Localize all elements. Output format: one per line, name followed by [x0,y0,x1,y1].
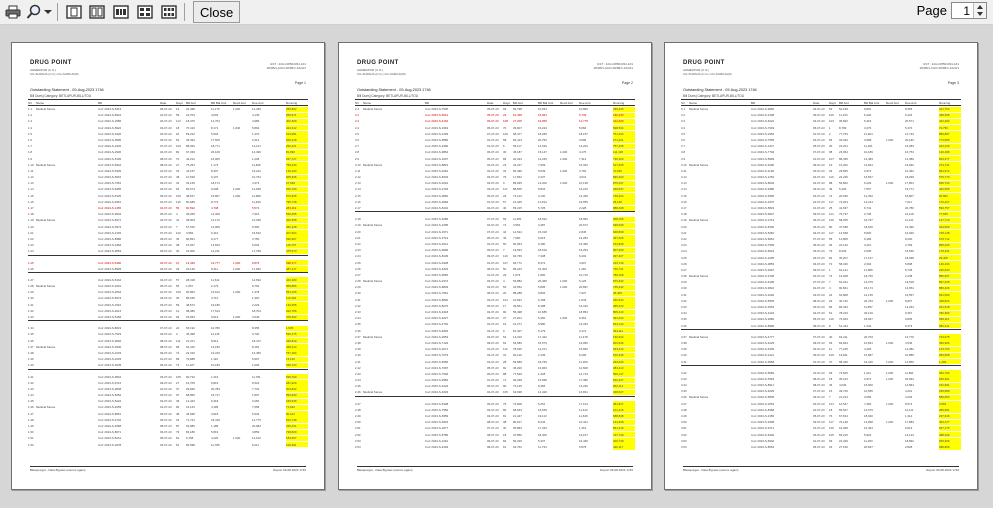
table-row: 2.13 Curr 2023-S-3242 04-07-23 0 89,935 12,202 1,000 10,138 876,237 [355,180,635,186]
column-header: Srl [355,100,359,105]
table-row: 3.11 Curr 2023-S-1138 02-07-23 33 29,835 2,972 10,462 891,972 [681,168,961,174]
table-row: 2.20 Curr 2023-S-1571 07-07-23 44 12,524 15,318 2,845 848,839 [355,229,635,235]
table-row: 2.28 Medical Stores Curr 2023-S-2374 03-07-23 4 53,882 20,465 1,000 5,126 873,342 [355,278,635,284]
table-row: 2.39 Curr 2023-S-3271 01-07-23 110 78,916 12,271 19,690 523,412 [355,346,635,352]
table-row: 2.15 Curr 2023-S-3860 06-07-23 29 74,142 3,130 14,449 749,404 [355,193,635,199]
table-row: 1.23 Curr 2023-S-3484 04-07-23 38 15,927 13,810 6,626 119,737 [28,242,308,248]
table-row: 1.14 Curr 2023-S-4955 04-07-23 64 82,574 9,208 1,000 14,548 816,709 [28,186,308,192]
table-row: 3.49 Curr 2023-S-3150 05-07-23 76 67,814 18,940 1,314 237,646 [681,413,961,419]
table-row: 2.31 Curr 2023-S-5800 03-07-23 101 10,691 6,158 1,843 332,543 [355,297,635,303]
table-row: 3.48 Curr 2023-S-8368 01-07-23 18 65,547 14,679 10,111 286,981 [681,407,961,413]
table-row: 3.5 Curr 2023-S-2452 01-07-23 2 77,733 11,904 14,743 889,887 [681,131,961,137]
table-row: 1.43 Curr 2023-S-9548 01-07-23 37 29,845 20,783 7,732 503,832 [28,386,308,392]
table-row: 1.36 Curr 2023-S-9692 08-07-23 111 21,371 8,914 18,472 346,810 [28,338,308,344]
table-row: 2.53 Curr 2023-S-1261 06-07-23 82 56,326 5,337 16,439 400,749 [355,438,635,444]
table-row: 2.17 Curr 2023-S-8144 02-07-23 40 65,215 5,725 2,228 888,438 [355,205,635,211]
table-row: 3.18 Curr 2023-S-9937 09-07-23 114 76,737 2,736 10,118 77,655 [681,211,961,217]
table-row: 1.19 Medical Stores Curr 2023-S-8471 02-07-23 41 38,903 12,176 10,325 362,558 [28,217,308,223]
table-row: 1.6 Curr 2023-S-9595 03-07-23 52 45,494 17,505 6,312 669,218 [28,137,308,143]
report-contact: CG-SURGJA (C.G.) CG-SURGJA(5) [30,72,79,76]
table-row: 2.30 Curr 2023-S-7991 08-07-23 20 88,288 9,892 7,937 45,409 [355,290,635,296]
table-row: 3.8 Curr 2023-S-7794 07-07-23 98 23,934 10,189 16,753 140,180 [681,149,961,155]
dropdown-arrow-icon[interactable] [43,3,53,21]
column-header: Due Amt [579,100,591,105]
table-row: 2.43 Curr 2023-S-7506 09-07-23 88 77,529 1,428 14,713 569,147 [355,371,635,377]
report-title: Outstanding Statement - 09-Aug-2023 1746 [357,88,431,92]
table-row: 1.3 Curr 2023-S-2086 04-07-23 114 18,476 12,704 4,986 402,309 [28,118,308,124]
column-header: Bill [751,100,756,105]
report-filter: Bill Dues] Category: BETLAPUR-BILL/TOU [357,94,419,98]
column-header: Bill Bal Amt [211,100,227,105]
column-header: Date [813,100,820,105]
footer-left: Bikaspurget - Data Bypass (source again) [683,468,739,472]
table-row: 3.25 Curr 2023-S-3405 06-07-23 84 30,207 17,167 18,938 29,405 [681,255,961,261]
table-row: 1.16 Curr 2023-S-4961 01-07-23 116 50,686 8,774 11,499 795,748 [28,199,308,205]
report-dl: 28/3B/1-1023 28/3B/1-1023/1 [593,66,633,70]
table-row: 3.15 Curr 2023-S-2595 04-07-23 72 20,636 12,352 18,807 26,862 [681,193,961,199]
table-row: 1.46 Medical Stores Curr 2023-S-4059 01-07-23 82 16,163 4,185 7,558 71,642 [28,404,308,410]
table-row: 2.3 Curr 2023-S-4154 09-07-23 108 27,205 19,959 12,778 412,400 [355,118,635,124]
table-row: 1.44 Curr 2023-S-6052 03-07-23 97 68,850 15,717 1,807 893,203 [28,392,308,398]
column-header: Recd Amt [560,100,574,105]
report-contact: CG-SURGJA (C.G.) CG-SURGJA(5) [683,72,732,76]
report-page [664,42,978,490]
table-row: 1.29 Curr 2023-S-2504 01-07-23 100 90,862 16,612 1,000 1,378 554,156 [28,289,308,295]
report-gst: GST : 22AJ-08504334-1Z1 [597,62,633,66]
column-header: Bill [98,100,103,105]
table-row: 2.52 Curr 2023-S-8785 08-07-23 18 37,856 18,406 19,167 747,749 [355,432,635,438]
table-row: 1.5 Curr 2023-S-6426 04-07-23 91 59,222 5,504 1,470 613,681 [28,131,308,137]
column-header: Recd Amt [233,100,247,105]
footer-right: Report 09-08-2023 1746 [600,468,633,472]
table-row: 1.40 Curr 2023-S-3039 06-07-23 73 11,327 10,183 1,606 636,723 [28,362,308,368]
table-row: 2.11 Curr 2023-S-3291 02-07-23 33 82,496 5,639 1,000 3,792 70,536 [355,168,635,174]
table-row: 1.41 Curr 2023-S-9542 03-07-23 105 60,733 1,216 11,781 525,793 [28,374,308,380]
table-row: 1.21 Curr 2023-S-2145 07-07-23 102 3,582 6,410 15,542 207,664 [28,230,308,236]
table-row: 3.20 Curr 2023-S-8166 04-07-23 80 47,538 18,626 15,490 444,650 [681,224,961,230]
table-row: 3.41 Curr 2023-S-3568 01-07-23 70 58,445 16,416 1,000 12,855 1,499 [681,359,961,365]
table-row: 3.17 Curr 2023-S-5823 01-07-23 25 41,637 6,741 20,780 593,757 [681,205,961,211]
table-row: 3.10 Medical Stores Curr 2023-S-1690 09-07-23 19 10,202 12,844 19,692 274,741 [681,162,961,168]
table-row: 2.38 Curr 2023-S-7129 09-07-23 64 52,580 15,573 19,950 604,545 [355,340,635,346]
table-row: 3.35 Curr 2023-S-1882 05-07-23 119 76,943 18,947 9,836 599,114 [681,316,961,322]
table-row: 3.12 Curr 2023-S-1252 04-07-23 110 24,236 16,567 18,299 575,770 [681,174,961,180]
report-address: AHMEDPUR (C.G.) [683,68,710,72]
report-page-number: Page 3 [947,81,959,85]
table-row: 2.36 Curr 2023-S-4845 03-07-23 0 81,407 5,179 2,472 364,111 [355,328,635,334]
table-row: 3.32 Curr 2023-S-5539 08-07-23 23 40,742 20,763 1,000 8,827 448,820 [681,298,961,304]
preview-area[interactable] [0,25,993,508]
column-header: Name [36,100,45,105]
table-row: 3.14 Curr 2023-S-9480 03-07-23 49 5,436 7,557 19,771 442,565 [681,186,961,192]
table-row: 1.25 Curr 2023-S-6490 04-07-23 10 13,439 19,777 1,000 9,876 398,177 [28,260,308,266]
table-row: 3.51 Curr 2023-S-9711 01-07-23 100 61,948 10,464 9,619 637,175 [681,425,961,431]
table-row: 2.5 Curr 2023-S-4439 07-07-23 106 68,477 18,255 18,157 751,334 [355,131,635,137]
table-row: 1.1 Medical Stores Curr 2023-S-5413 06-07-23 13 22,498 11,170 1,000 12,469 256,802 [28,106,308,112]
table-row: 3.39 Curr 2023-S-4339 02-07-23 11 77,245 4,426 12,382 133,703 [681,346,961,352]
table-row: 2.45 Curr 2023-S-9123 06-07-23 90 72,135 8,456 14,226 842,114 [355,383,635,389]
zoom-icon[interactable] [25,3,43,21]
report-title: Outstanding Statement - 09-Aug-2023 1746 [683,88,757,92]
report-filter: Bill Dues] Category: BETLAPUR-BILL/TOU [30,94,92,98]
table-row: 1.24 Curr 2023-S-9653 06-07-23 40 31,600 12,211 17,768 475,573 [28,248,308,254]
table-row: 3.28 Medical Stores Curr 2023-S-3748 02-07-23 73 16,208 18,750 2,448 880,697 [681,273,961,279]
table-row: 1.7 Curr 2023-S-3432 07-07-23 103 88,933 18,771 12,121 292,421 [28,143,308,149]
table-row: 1.52 Curr 2023-S-2078 03-07-23 51 82,598 11,786 6,211 106,261 [28,442,308,448]
column-header: Running [613,100,625,105]
table-row: 3.21 Curr 2023-S-5281 03-07-23 117 12,538 5,820 16,926 728,148 [681,230,961,236]
table-row: 3.45 Curr 2023-S-4025 07-07-23 15 39,746 10,595 4,201 535,589 [681,388,961,394]
table-row: 3.7 Curr 2023-S-1347 05-07-23 30 24,201 11,261 16,283 323,449 [681,143,961,149]
report-contact: CG-SURGJA (C.G.) CG-SURGJA(5) [357,72,406,76]
table-row: 3.19 Medical Stores Curr 2023-S-2719 06-07-23 106 58,205 15,797 11,121 127,719 [681,217,961,223]
table-row: 2.49 Curr 2023-S-8359 02-07-23 81 21,447 19,113 11,649 688,848 [355,413,635,419]
table-row: 2.40 Curr 2023-S-7079 03-07-23 31 60,120 2,135 6,296 510,246 [355,352,635,358]
column-header: Running [939,100,951,105]
column-header: Srl [28,100,32,105]
table-row: 1.12 Curr 2023-S-6615 01-07-23 48 10,529 9,107 10,764 305,936 [28,174,308,180]
table-row: 3.22 Curr 2023-S-9061 07-07-23 55 14,805 9,182 8,230 678,712 [681,236,961,242]
table-row: 2.16 Curr 2023-S-3669 01-07-23 57 16,445 11,494 19,555 35,138 [355,199,635,205]
table-row: 2.22 Curr 2023-S-4521 04-07-23 50 50,364 9,180 15,490 154,839 [355,241,635,247]
table-row: 3.30 Curr 2023-S-9310 02-07-23 4 90,841 15,174 14,654 880,426 [681,285,961,291]
table-row: 1.10 Medical Stores Curr 2023-S-6942 08-07-23 27 75,251 1,173 11,846 759,230 [28,162,308,168]
table-row: 1.2 Curr 2023-S-6916 01-07-23 59 22,704 4,603 4,145 846,971 [28,112,308,118]
report-page-number: Page 2 [621,81,633,85]
report-filter: Bill Dues] Category: BETLAPUR-BILL/TOU [683,94,745,98]
table-row: 1.37 Medical Stores Curr 2023-S-2530 08-07-23 68 54,410 13,182 8,181 468,314 [28,344,308,350]
table-row: 1.30 Curr 2023-S-6673 04-07-23 35 86,635 3,712 1,320 110,392 [28,295,308,301]
table-row: 1.45 Curr 2023-S-5222 04-07-23 45 14,423 6,318 3,250 249,539 [28,398,308,404]
table-row: 2.37 Medical Stores Curr 2023-S-3653 03-07-23 54 14,310 17,442 11,478 150,944 [355,334,635,340]
report-gst: GST : 22AJ-08504334-1Z1 [270,62,306,66]
column-header: Name [689,100,698,105]
table-row: 3.47 Curr 2023-S-2254 02-07-23 101 10,547 7,484 1,000 8,574 3,584 [681,401,961,407]
report-company-name: DRUG POINT [30,60,72,66]
table-row: 1.42 Curr 2023-S-9712 09-07-23 27 16,705 6,816 8,324 281,929 [28,380,308,386]
column-header: Bill Bal Amt [538,100,554,105]
table-row: 1.50 Curr 2023-S-8071 03-07-23 79 83,186 5,819 3,859 728,820 [28,429,308,435]
table-row: 2.4 Curr 2023-S-1963 05-07-23 70 39,607 15,224 5,684 698,534 [355,125,635,131]
table-row: 2.25 Curr 2023-S-4948 01-07-23 107 66,772 8,472 4,907 213,740 [355,260,635,266]
report-page-footer [683,466,959,472]
report-company-name: DRUG POINT [357,60,399,66]
table-row: 2.47 Curr 2023-S-5408 06-07-23 75 73,608 5,251 17,104 481,847 [355,401,635,407]
report-rows [681,106,961,450]
footer-left: Bikaspurget - Data Bypass (source again) [30,468,86,472]
table-row: 3.2 Curr 2023-S-3108 09-07-23 106 11,233 6,420 6,434 438,395 [681,112,961,118]
single-page-icon[interactable] [64,3,84,21]
report-gst: GST : 22AJ-08504334-1Z1 [923,62,959,66]
footer-right: Report 09-08-2023 1746 [926,468,959,472]
table-row: 2.6 Curr 2023-S-8580 04-07-23 58 84,414 20,752 3,696 271,401 [355,137,635,143]
table-row: 1.34 Curr 2023-S-8019 07-07-23 24 66,192 10,780 8,355 1,505 [28,325,308,331]
table-row: 1.28 Medical Stores Curr 2023-S-1001 05-07-23 55 1,657 2,179 9,702 865,886 [28,283,308,289]
table-row: 2.7 Curr 2023-S-2390 01-07-23 6 56,117 14,516 14,202 757,435 [355,143,635,149]
column-header: Srl [681,100,685,105]
report-page-footer [357,466,633,472]
table-row: 1.48 Curr 2023-S-6732 06-07-23 23 71,741 18,418 12,775 816,748 [28,417,308,423]
table-row: 2.51 Curr 2023-S-2977 07-07-23 30 35,853 17,342 1,361 861,416 [355,425,635,431]
report-page [11,42,325,490]
table-row: 2.21 Curr 2023-S-3713 05-07-23 49 7,560 6,615 16,284 467,406 [355,235,635,241]
report-rows [28,106,308,448]
table-row: 3.6 Curr 2023-S-7565 04-07-23 65 32,334 3,998 1,000 20,180 773,585 [681,137,961,143]
table-row: 3.1 Medical Stores Curr 2023-S-9660 04-07-23 52 52,199 9,891 8,365 421,763 [681,106,961,112]
table-row: 3.44 Curr 2023-S-8911 08-07-23 46 4,646 15,600 14,864 152,691 [681,382,961,388]
table-row: 2.12 Curr 2023-S-8433 03-07-23 79 17,832 2,337 4,531 890,403 [355,174,635,180]
table-row: 3.54 Curr 2023-S-8054 06-07-23 23 27,150 20,847 2,828 688,866 [681,444,961,450]
report-rows [355,106,635,450]
report-dl: 28/3B/1-1023 28/3B/1-1023/1 [919,66,959,70]
table-row: 1.27 Curr 2023-S-5164 02-07-23 57 28,318 11,611 12,694 443,183 [28,277,308,283]
table-row: 1.11 Curr 2023-S-5445 01-07-23 33 44,157 8,307 16,222 149,100 [28,168,308,174]
table-row: 1.35 Curr 2023-S-7523 03-07-23 3 45,498 11,115 9,730 690,175 [28,331,308,337]
column-header: Days [829,100,836,105]
report-column-header [681,99,961,106]
table-row: 1.22 Curr 2023-S-8980 09-07-23 45 86,821 9,177 3,750 530,967 [28,236,308,242]
table-row: 1.49 Curr 2023-S-4568 08-07-23 87 64,980 1,186 20,984 239,151 [28,423,308,429]
table-row: 3.37 Medical Stores Curr 2023-S-4777 07-07-23 40 63,211 20,703 13,776 733,675 [681,334,961,340]
table-row: 2.34 Curr 2023-S-6227 09-07-23 37 27,201 5,450 1,000 9,361 391,444 [355,315,635,321]
table-row: 2.9 Curr 2023-S-1007 05-07-23 89 20,323 14,245 1,000 7,314 730,103 [355,156,635,162]
column-header: Name [363,100,372,105]
table-row: 2.33 Curr 2023-S-3418 02-07-23 90 55,498 10,685 18,854 805,410 [355,309,635,315]
table-row: 3.26 Curr 2023-S-3853 03-07-23 72 58,340 2,394 5,808 146,436 [681,261,961,267]
table-row: 1.17 Curr 2023-S-1465 04-07-23 56 90,692 4,708 5,574 284,119 [28,205,308,211]
table-row: 3.29 Curr 2023-S-6196 07-07-23 7 64,241 14,279 19,518 897,328 [681,279,961,285]
table-row: 3.36 Curr 2023-S-8996 08-07-23 8 51,443 1,342 6,473 382,311 [681,323,961,329]
table-row: 2.14 Curr 2023-S-2718 03-07-23 117 88,505 8,832 16,210 629,637 [355,186,635,192]
table-row: 2.41 Curr 2023-S-6555 02-07-23 28 59,589 18,766 11,369 263,646 [355,359,635,365]
table-row: 1.31 Curr 2023-S-1510 03-07-23 59 48,574 19,180 2,229 133,395 [28,302,308,308]
table-row: 1.51 Curr 2023-S-5241 05-07-23 81 9,758 4,220 1,000 14,102 184,657 [28,435,308,441]
column-header: Bill Amt [839,100,850,105]
report-address: AHMEDPUR (C.G.) [357,68,384,72]
page-label: Page [916,3,947,18]
table-row: 3.38 Curr 2023-S-4225 09-07-23 54 82,844 10,831 1,000 4,546 450,906 [681,340,961,346]
table-row: 1.13 Curr 2023-S-7451 06-07-23 32 33,169 18,174 4,373 27,639 [28,180,308,186]
column-header: Date [160,100,167,105]
table-row: 2.23 Curr 2023-S-9996 09-07-23 7 19,533 18,510 15,263 507,939 [355,247,635,253]
column-header: Date [487,100,494,105]
column-header: Due Amt [905,100,917,105]
report-page-footer [30,466,306,472]
table-row: 3.4 Curr 2023-S-7003 06-07-23 1 8,799 3,276 5,474 72,756 [681,125,961,131]
table-row: 3.53 Curr 2023-S-6940 01-07-23 93 22,349 11,253 18,892 605,369 [681,438,961,444]
table-row: 1.39 Curr 2023-S-2203 01-07-23 89 79,688 1,116 6,997 13,120 [28,356,308,362]
table-row: 3.50 Curr 2023-S-1598 03-07-23 117 76,148 12,968 1,000 17,883 454,177 [681,419,961,425]
table-row: 1.8 Curr 2023-S-2936 04-07-23 82 67,339 20,106 12,496 81,990 [28,149,308,155]
table-row: 2.48 Curr 2023-S-7550 04-07-23 80 68,644 16,549 11,443 101,415 [355,407,635,413]
report-column-header [355,99,635,106]
table-row: 2.27 Curr 2023-S-9565 01-07-23 29 1,679 1,800 10,719 786,108 [355,272,635,278]
table-row: 3.43 Curr 2023-S-5463 08-07-23 18 35,213 2,972 1,000 20,694 635,361 [681,376,961,382]
report-page [338,42,652,490]
table-row: 2.32 Curr 2023-S-8276 05-07-23 17 39,561 8,188 13,316 385,343 [355,303,635,309]
column-header: Bill Amt [186,100,197,105]
table-row: 3.23 Curr 2023-S-7509 05-07-23 96 22,140 3,210 3,799 895,243 [681,242,961,248]
column-header: Days [503,100,510,105]
footer-right: Report 09-08-2023 1746 [273,468,306,472]
table-row: 2.35 Curr 2023-S-4702 04-07-23 61 16,271 5,980 19,333 644,144 [355,321,635,327]
table-row: 1.20 Curr 2023-S-3974 01-07-23 7 67,510 12,909 9,300 352,128 [28,224,308,230]
table-row: 3.9 Curr 2023-S-5909 01-07-23 107 88,435 12,483 12,389 824,377 [681,156,961,162]
column-header: Recd Amt [886,100,900,105]
table-row: 3.46 Medical Stores Curr 2023-S-5806 03-07-23 7 21,214 3,656 4,204 586,653 [681,394,961,400]
column-header: Bill Amt [513,100,524,105]
printer-icon[interactable] [3,3,23,21]
report-title: Outstanding Statement - 09-Aug-2023 1746 [30,88,104,92]
spin-down-icon[interactable] [977,12,983,16]
table-row: 2.10 Medical Stores Curr 2023-S-8815 04-07-23 23 43,227 7,509 15,320 517,935 [355,162,635,168]
table-row: 2.18 Curr 2023-S-5286 07-07-23 59 11,951 18,522 18,966 308,105 [355,216,635,222]
table-row: 3.40 Curr 2023-S-2121 09-07-23 109 19,811 15,987 10,885 384,668 [681,352,961,358]
report-company-name: DRUG POINT [683,60,725,66]
table-row: 2.1 Medical Stores Curr 2023-S-7536 05-07-23 93 82,798 10,531 10,866 339,333 [355,106,635,112]
table-row: 1.15 Curr 2023-S-5125 09-07-23 106 38,547 15,807 1,000 11,989 572,845 [28,193,308,199]
spin-up-icon[interactable] [977,5,983,9]
three-page-icon[interactable] [110,3,132,21]
table-row: 1.32 Curr 2023-S-2014 03-07-23 12 38,380 17,513 18,704 322,765 [28,308,308,314]
column-header: Days [176,100,183,105]
six-page-icon[interactable] [158,3,180,21]
table-row: 2.19 Medical Stores Curr 2023-S-1095 04-07-23 74 3,554 3,487 20,672 695,639 [355,222,635,228]
report-dl: 28/3B/1-1023 28/3B/1-1023/1 [266,66,306,70]
table-row: 2.29 Curr 2023-S-8849 04-07-23 54 32,552 5,895 1,000 20,897 726,242 [355,284,635,290]
table-row: 2.24 Curr 2023-S-8139 09-07-23 119 64,769 7,408 6,202 327,407 [355,253,635,259]
table-row: 2.50 Curr 2023-S-4834 08-07-23 38 80,617 8,444 10,421 141,948 [355,419,635,425]
column-header: Bill Bal Amt [864,100,880,105]
two-page-icon[interactable] [86,3,108,21]
table-row: 3.52 Curr 2023-S-6492 04-07-23 105 83,215 5,924 12,123 488,339 [681,432,961,438]
page-spinner[interactable] [973,3,986,18]
table-row: 1.9 Curr 2023-S-5105 08-07-23 70 43,212 16,905 1,238 637,727 [28,156,308,162]
table-row: 2.8 Curr 2023-S-9864 06-07-23 30 45,187 15,147 1,000 4,175 111,136 [355,149,635,155]
toolbar [0,0,993,25]
table-row: 3.3 Curr 2023-S-6222 04-07-23 103 36,832 6,315 20,571 422,492 [681,118,961,124]
four-page-icon[interactable] [134,3,156,21]
table-row: 1.38 Curr 2023-S-1033 09-07-23 74 23,316 19,315 13,456 757,184 [28,350,308,356]
table-row: 2.26 Curr 2023-S-6423 08-07-23 50 85,243 15,403 1,281 766,741 [355,266,635,272]
toolbar-separator [57,3,58,21]
table-row: 2.44 Curr 2023-S-2982 01-07-23 71 36,299 15,658 17,386 522,447 [355,377,635,383]
report-page-number: Page 1 [294,81,306,85]
table-row: 3.33 Curr 2023-S-1654 02-07-23 86 86,343 11,857 13,264 331,518 [681,304,961,310]
table-row: 3.42 Curr 2023-S-5682 01-07-23 93 73,645 1,211 1,000 11,891 484,796 [681,370,961,376]
table-row: 1.26 Curr 2023-S-8993 04-07-23 29 22,145 8,411 1,000 17,652 487,147 [28,266,308,272]
table-row: 3.27 Curr 2023-S-4967 09-07-23 1 64,141 11,989 8,745 230,933 [681,267,961,273]
table-row: 2.2 Curr 2023-S-5012 05-07-23 23 61,468 15,961 5,739 192,233 [355,112,635,118]
table-row: 2.54 Curr 2023-S-4403 08-07-23 61 62,762 11,734 5,878 420,117 [355,444,635,450]
report-column-header [28,99,308,106]
table-row: 3.13 Curr 2023-S-8032 02-07-23 88 56,802 6,229 1,000 17,801 825,734 [681,180,961,186]
table-row: 1.47 Curr 2023-S-8561 09-07-23 48 46,668 3,918 5,534 60,212 [28,411,308,417]
table-row: 3.31 Curr 2023-S-1092 04-07-23 22 62,808 12,135 19,557 531,690 [681,292,961,298]
table-row: 3.34 Curr 2023-S-4434 02-07-23 51 78,210 20,120 9,367 782,383 [681,310,961,316]
toolbar-separator [184,3,185,21]
table-row: 3.24 Curr 2023-S-6624 03-07-23 79 8,939 2,605 15,536 179,241 [681,248,961,254]
table-row: 3.16 Curr 2023-S-2376 01-07-23 117 72,204 14,214 7,611 176,427 [681,199,961,205]
table-row: 1.33 Curr 2023-S-5183 03-07-23 93 23,653 9,513 1,000 3,546 378,302 [28,314,308,320]
footer-left: Bikaspurget - Data Bypass (source again) [357,468,413,472]
table-row: 2.46 Medical Stores Curr 2023-S-4933 02-07-23 105 64,638 14,420 16,831 328,647 [355,389,635,395]
table-row: 1.18 Curr 2023-S-9634 05-07-23 4 36,265 14,309 7,916 540,455 [28,211,308,217]
column-header: Due Amt [252,100,264,105]
table-row: 1.4 Curr 2023-S-5922 03-07-23 18 70,416 8,171 1,000 5,894 424,312 [28,125,308,131]
report-address: AHMEDPUR (C.G.) [30,68,57,72]
table-row: 2.42 Curr 2023-S-7697 05-07-23 60 45,226 13,963 10,608 383,413 [355,365,635,371]
column-header: Bill [425,100,430,105]
column-header: Running [286,100,298,105]
close-button[interactable]: Close [193,1,240,23]
